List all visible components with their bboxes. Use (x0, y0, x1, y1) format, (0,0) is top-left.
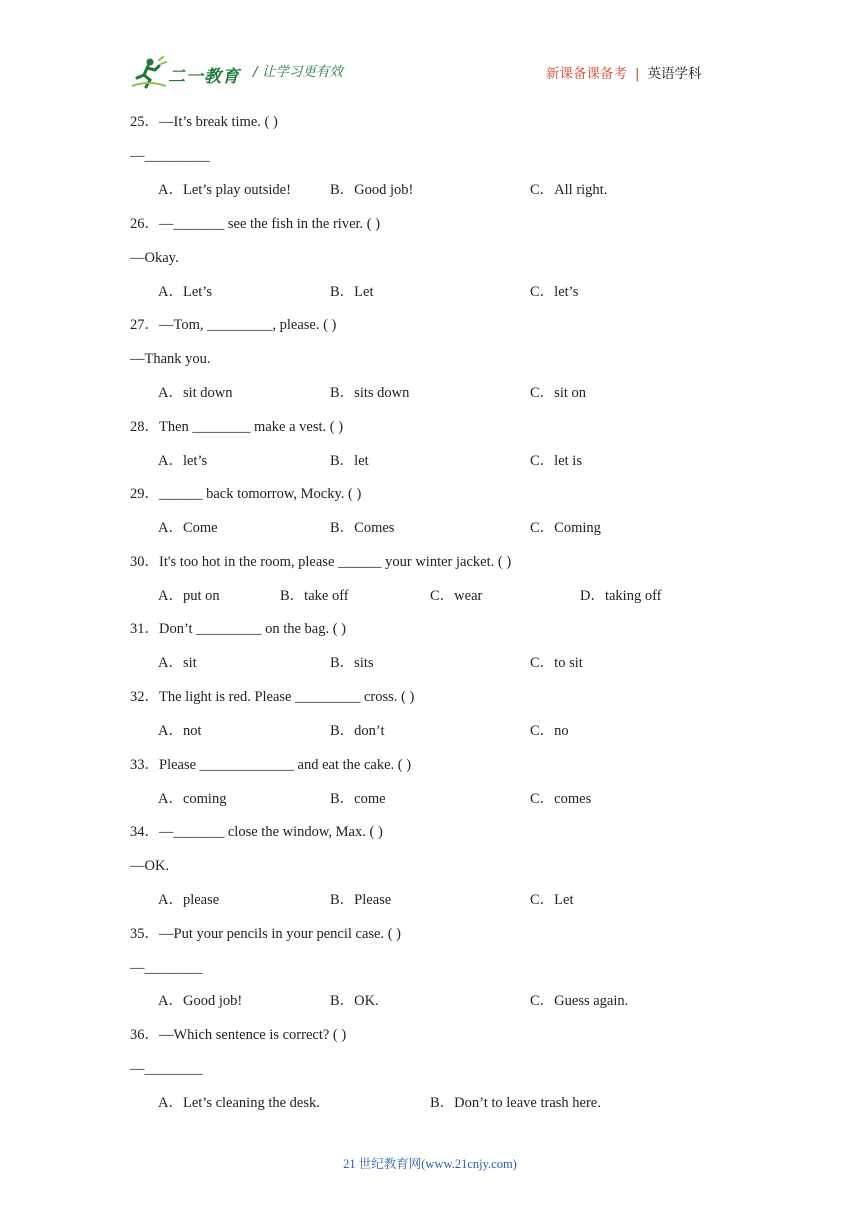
banner-red-text: 新课备课备考 (546, 66, 627, 82)
option-b: B．take off (280, 588, 349, 604)
banner-subject-text: 英语学科 (647, 66, 702, 82)
option-b: B．Let (330, 284, 374, 300)
option-c: C．All right. (530, 182, 608, 198)
question-line: 27．—Tom, _________, please. ( ) (130, 317, 337, 333)
answer-line: —________ (130, 960, 203, 976)
option-c: C．to sit (530, 655, 583, 671)
page-footer: 21 世纪教育网(www.21cnjy.com) (343, 1157, 517, 1171)
question-line: 36．—Which sentence is correct? ( ) (130, 1027, 347, 1043)
option-b: B．Good job! (330, 182, 414, 198)
option-c: C．Guess again. (530, 993, 629, 1009)
option-c: C．comes (530, 791, 592, 807)
option-b: B．sits (330, 655, 374, 671)
question-line: 30．It's too hot in the room, please ______ your winter jacket. ( ) (130, 554, 512, 570)
option-a: A．sit (158, 655, 197, 671)
option-a: A．Let’s play outside! (158, 182, 291, 198)
option-d: D．taking off (580, 588, 662, 604)
option-a: A．sit down (158, 385, 233, 401)
question-line: 32．The light is red. Please _________ cross. ( ) (130, 689, 415, 705)
option-a: A．Let’s cleaning the desk. (158, 1095, 320, 1111)
option-a: A．not (158, 723, 202, 739)
option-c: C．let is (530, 453, 582, 469)
answer-line: —_________ (130, 148, 210, 164)
option-b: B．don’t (330, 723, 385, 739)
option-b: B．let (330, 453, 369, 469)
option-b: B．Comes (330, 520, 395, 536)
option-b: B．come (330, 791, 386, 807)
option-c: C．let’s (530, 284, 579, 300)
option-a: A．let’s (158, 453, 208, 469)
option-b: B．Don’t to leave trash here. (430, 1095, 601, 1111)
option-c: C．no (530, 723, 569, 739)
option-b: B．Please (330, 892, 392, 908)
option-c: C．sit on (530, 385, 586, 401)
question-line: 28．Then ________ make a vest. ( ) (130, 419, 344, 435)
answer-line: —Okay. (130, 250, 179, 266)
option-b: B．OK. (330, 993, 379, 1009)
option-a: A．Let’s (158, 284, 212, 300)
option-a: A．coming (158, 791, 227, 807)
option-c: C．Coming (530, 520, 601, 536)
question-line: 33．Please _____________ and eat the cake. ( ) (130, 757, 412, 773)
option-a: A．please (158, 892, 220, 908)
banner-separator: | (635, 66, 640, 82)
question-line: 25．—It’s break time. ( ) (130, 114, 278, 130)
question-line: 31．Don’t _________ on the bag. ( ) (130, 621, 346, 637)
option-a: A．Good job! (158, 993, 243, 1009)
question-line: 35．—Put your pencils in your pencil case. ( ) (130, 926, 402, 942)
page-header (0, 0, 860, 100)
question-line: 29．______ back tomorrow, Mocky. ( ) (130, 486, 362, 502)
option-b: B．sits down (330, 385, 410, 401)
answer-line: —Thank you. (130, 351, 211, 367)
logo (130, 56, 242, 90)
answer-line: —________ (130, 1061, 203, 1077)
option-a: A．put on (158, 588, 220, 604)
subject-banner (546, 62, 702, 82)
runner-logo-icon (130, 56, 170, 90)
option-c: C．wear (430, 588, 483, 604)
answer-line: —OK. (130, 858, 170, 874)
question-line: 34．—_______ close the window, Max. ( ) (130, 824, 383, 840)
option-c: C．Let (530, 892, 574, 908)
question-line: 26．—_______ see the fish in the river. ( ) (130, 216, 381, 232)
logo-text: 二一教育 (168, 67, 240, 87)
option-a: A．Come (158, 520, 218, 536)
slogan: / 让学习更有效 (253, 64, 343, 80)
